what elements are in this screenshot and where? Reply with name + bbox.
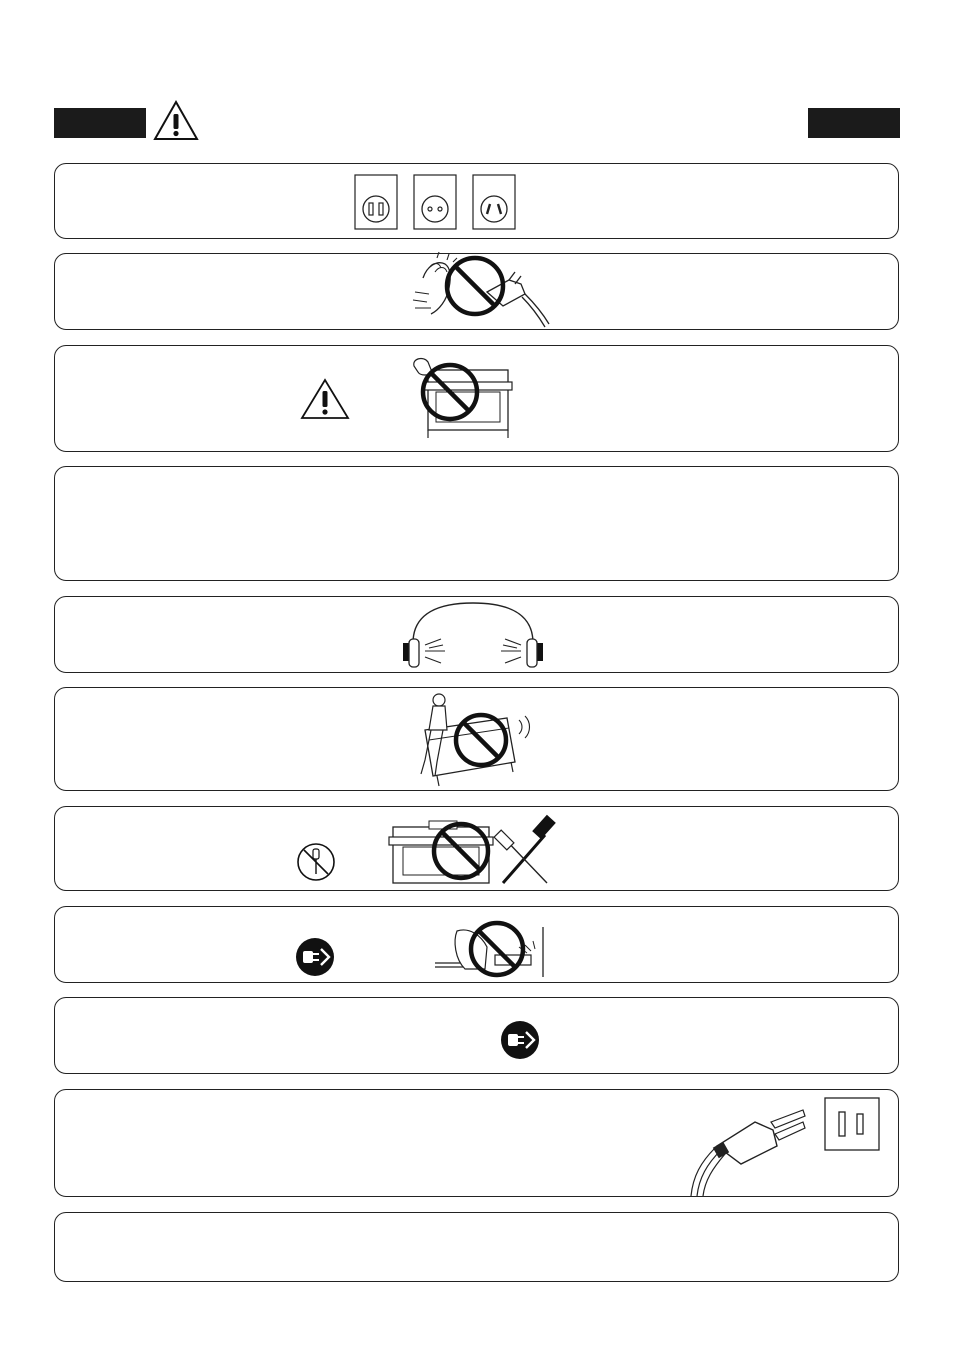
header-label-left <box>54 108 146 138</box>
panel-notice <box>54 1212 899 1282</box>
header-label-right <box>808 108 900 138</box>
panel-no-sitting <box>54 687 899 791</box>
wet-hands-plug-prohibited-icon <box>405 248 555 328</box>
unplug-icon <box>500 1020 540 1060</box>
unplug-icon <box>295 937 335 977</box>
polarized-plug-outlet-icon <box>685 1092 885 1196</box>
warning-triangle-icon <box>300 378 350 420</box>
panel-unplug-grip <box>54 906 899 983</box>
panel-polarized-plug <box>54 1089 899 1197</box>
pull-cord-prohibited-icon <box>435 911 549 983</box>
headphones-icon <box>399 599 547 671</box>
panel-no-disassembly <box>54 806 899 891</box>
panel-wet-hands <box>54 253 899 330</box>
outlet-type-b-icon <box>413 174 457 230</box>
panel-headphones <box>54 596 899 673</box>
panel-unplug-unused <box>54 997 899 1074</box>
panel-outlet-types <box>54 163 899 239</box>
vase-on-piano-prohibited-icon <box>408 354 528 440</box>
outlet-type-c-icon <box>472 174 516 230</box>
person-on-piano-prohibited-icon <box>411 690 541 788</box>
panel-liquids <box>54 345 899 452</box>
no-disassembly-icon <box>295 841 337 883</box>
warning-triangle-icon <box>152 99 200 141</box>
panel-blank <box>54 466 899 581</box>
piano-tools-prohibited-icon <box>385 813 561 889</box>
outlet-type-a-icon <box>354 174 398 230</box>
